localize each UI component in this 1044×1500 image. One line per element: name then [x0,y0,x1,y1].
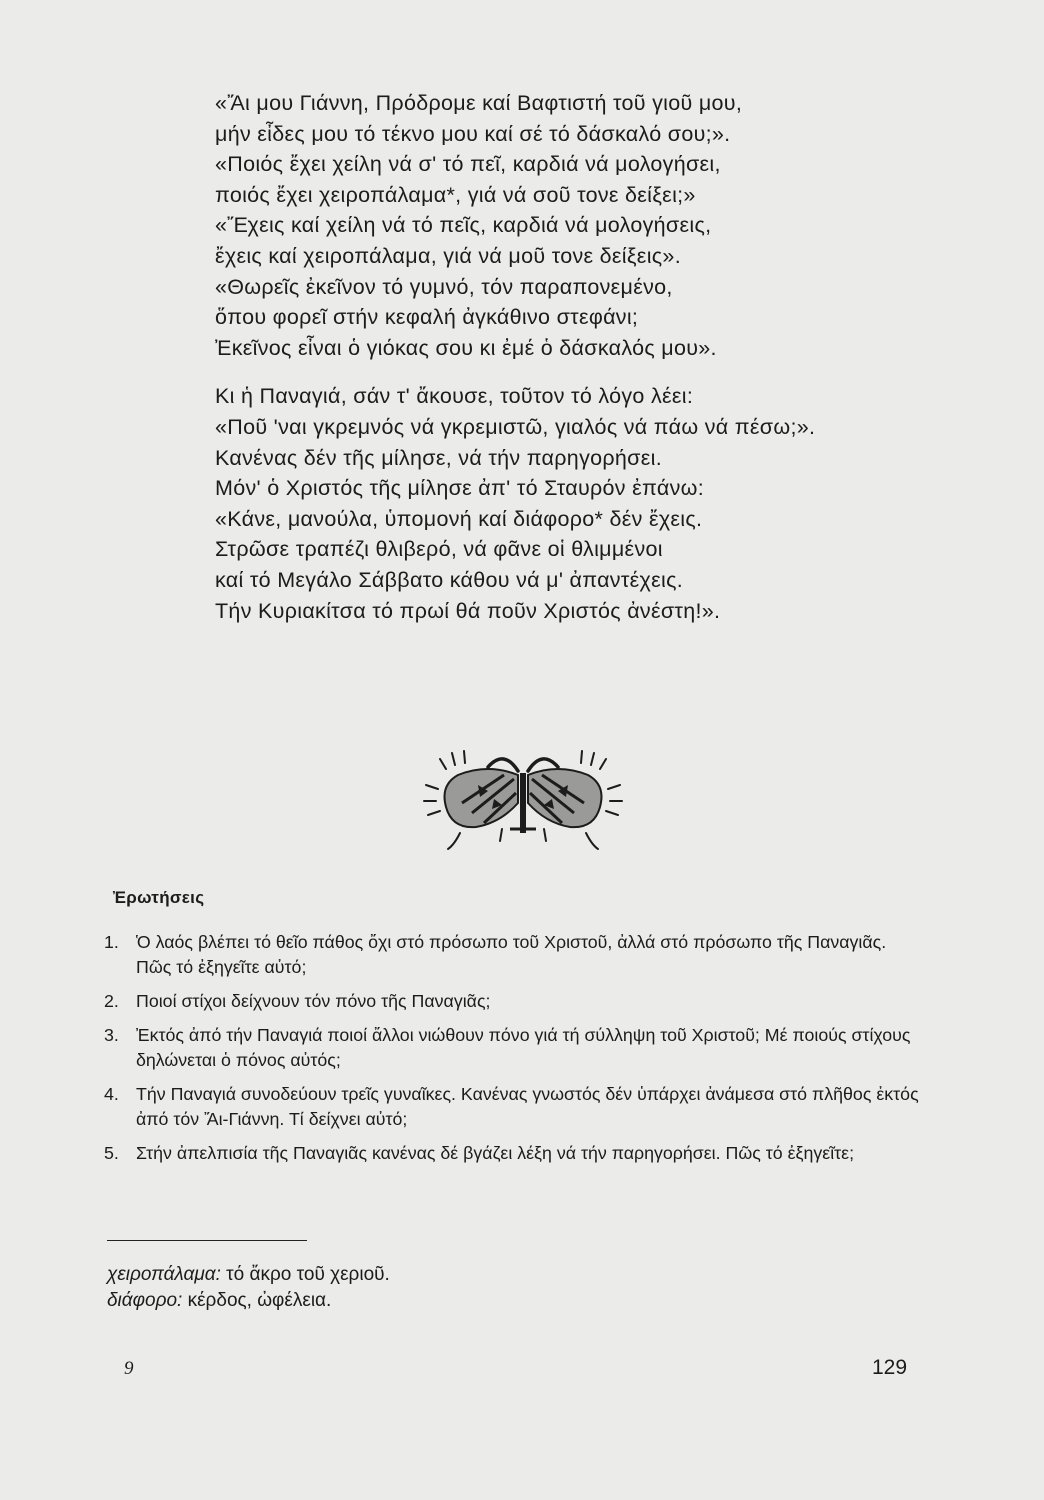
question-number: 1. [104,932,119,952]
glossary-definition: τό ἄκρο τοῦ χεριοῦ. [220,1264,390,1285]
question-number: 5. [104,1143,119,1163]
poem-line: Ἐκεῖνος εἶναι ὁ γιόκας σου κι ἐμέ ὁ δάσκαλός μου». [215,335,717,360]
signature-mark: 9 [124,1358,134,1379]
poem-line: «Ποῦ 'ναι γκρεμνός νά γκρεμιστῶ, γιαλός νά πάω νά πέσω;». [215,414,816,439]
glossary [107,1262,390,1314]
question-text: Ὁ λαός βλέπει τό θεῖο πάθος ὄχι στό πρόσωπο τοῦ Χριστοῦ, ἀλλά στό πρόσωπο τῆς Παναγιᾶς. Πῶς τό ἐξηγεῖτε αὐτό; [136,932,887,977]
question-text: Στήν ἀπελπισία τῆς Παναγιᾶς κανένας δέ βγάζει λέξη νά τήν παρηγορήσει. Πῶς τό ἐξηγεῖτε; [136,1143,855,1163]
poem-line: «Θωρεῖς ἐκεῖνον τό γυμνό, τόν παραπονεμένο, [215,274,673,299]
page-number: 129 [872,1356,908,1379]
glossary-entry [107,1262,390,1288]
poem-line: «Ἔχεις καί χείλη νά τό πεῖς, καρδιά νά μολογήσεις, [215,213,712,238]
poem-line: Κι ἡ Παναγιά, σάν τ' ἄκουσε, τοῦτον τό λόγο λέει: [215,384,694,409]
questions-list [104,930,924,1175]
poem-line: ὅπου φορεῖ στήν κεφαλή ἀγκάθινο στεφάνι; [215,305,639,330]
question-number: 2. [104,991,119,1011]
question-item [104,1023,924,1073]
question-item [104,930,924,980]
question-number: 3. [104,1025,119,1045]
poem-line: Τήν Κυριακίτσα τό πρωί θά ποῦν Χριστός ἀνέστη!». [215,598,721,623]
question-item [104,1141,924,1166]
poem-line: «Ποιός ἔχει χείλη νά σ' τό πεῖ, καρδιά νά μολογήσει, [215,152,721,177]
questions-heading: Ἐρωτήσεις [113,888,205,907]
question-number: 4. [104,1084,119,1104]
question-item [104,1082,924,1132]
poem-line: Στρῶσε τραπέζι θλιβερό, νά φᾶνε οἱ θλιμμένοι [215,537,663,562]
poem-line: Κανένας δέν τῆς μίλησε, νά τήν παρηγορήσει. [215,445,662,470]
question-text: Ποιοί στίχοι δείχνουν τόν πόνο τῆς Παναγιᾶς; [136,991,491,1011]
glossary-entry [107,1288,390,1314]
poem-line: καί τό Μεγάλο Σάββατο κάθου νά μ' ἀπαντέχεις. [215,567,684,592]
question-text: Τήν Παναγιά συνοδεύουν τρεῖς γυναῖκες. Κανένας γνωστός δέν ὑπάρχει ἀνάμεσα στό πλῆθος ἐκτός ἀπό τόν Ἄι-Γιάννη. Τί δείχνει αὐτό; [136,1084,919,1129]
glossary-term: χειροπάλαμα: [107,1264,221,1285]
glossary-term: διάφορο: [107,1290,183,1311]
question-item [104,989,924,1014]
poem-stanza-1 [215,88,1015,363]
poem-line: μήν εἶδες μου τό τέκνο μου καί σέ τό δάσκαλό σου;». [215,121,731,146]
glossary-definition: κέρδος, ὠφέλεια. [182,1290,332,1311]
butterfly-ornament-icon [418,745,628,860]
poem-line: Μόν' ὁ Χριστός τῆς μίλησε ἀπ' τό Σταυρόν ἐπάνω: [215,476,704,501]
question-text: Ἐκτός ἀπό τήν Παναγιά ποιοί ἄλλοι νιώθουν πόνο γιά τή σύλληψη τοῦ Χριστοῦ; Μέ ποιούς στίχους δηλώνεται ὁ πόνος αὐτός; [136,1025,911,1070]
footnote-divider [107,1240,307,1241]
poem-line: ἔχεις καί χειροπάλαμα, γιά νά μοῦ τονε δείξεις». [215,243,681,268]
poem-line: «Κάνε, μανούλα, ὑπομονή καί διάφορο* δέν ἔχεις. [215,506,703,531]
poem-line: «Ἄι μου Γιάννη, Πρόδρομε καί Βαφτιστή τοῦ γιοῦ μου, [215,91,743,115]
poem-line: ποιός ἔχει χειροπάλαμα*, γιά νά σοῦ τονε δείξει;» [215,182,696,207]
poem [215,88,1015,626]
poem-stanza-2 [215,381,1015,626]
